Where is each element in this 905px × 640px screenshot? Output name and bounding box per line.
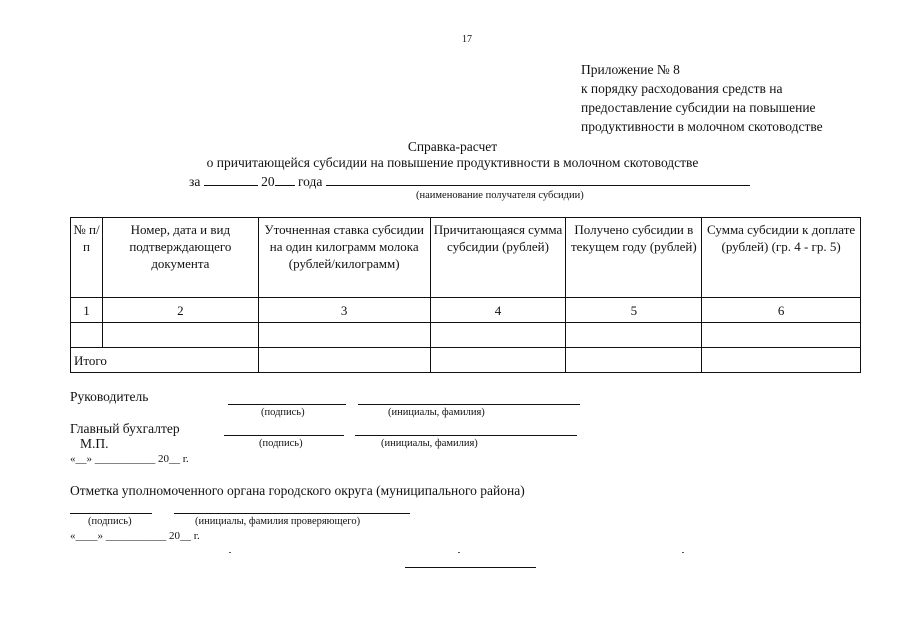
scan-speck xyxy=(229,552,231,553)
column-header: Номер, дата и вид подтверждающего документа xyxy=(102,218,258,298)
date-line: «__» ___________ 20__ г. xyxy=(70,453,189,465)
footer-rule xyxy=(405,567,536,568)
appendix-header xyxy=(581,60,823,136)
table-row xyxy=(71,323,861,348)
column-header: Сумма субсидии к доплате (рублей) (гр. 4 - гр. 5) xyxy=(702,218,861,298)
accountant-name-line xyxy=(355,435,577,436)
column-number: 1 xyxy=(71,298,103,323)
column-number: 4 xyxy=(430,298,566,323)
table-cell xyxy=(430,348,566,373)
authority-signature-line xyxy=(70,513,152,514)
table-header-row xyxy=(71,218,861,298)
accountant-name-caption: (инициалы, фамилия) xyxy=(381,438,478,449)
column-number: 5 xyxy=(566,298,702,323)
appendix-line: Приложение № 8 xyxy=(581,62,680,77)
appendix-line: предоставление субсидии на повышение xyxy=(581,100,816,115)
stamp-label: М.П. xyxy=(80,436,109,451)
scan-speck xyxy=(458,552,460,553)
column-number-row xyxy=(71,298,861,323)
column-number: 3 xyxy=(258,298,430,323)
head-signature-caption: (подпись) xyxy=(261,407,305,418)
year-suffix: года xyxy=(297,174,323,189)
document-subtitle: о причитающейся субсидии на повышение продуктивности в молочном скотоводстве xyxy=(206,155,699,170)
page-number: 17 xyxy=(462,34,472,45)
period-line xyxy=(189,172,750,190)
year-blank xyxy=(275,172,295,186)
table-cell xyxy=(430,323,566,348)
head-name-line xyxy=(358,404,580,405)
table-cell xyxy=(71,323,103,348)
recipient-blank xyxy=(326,172,750,186)
authority-name-line xyxy=(174,513,410,514)
column-header: Причитающаяся сумма субсидии (рублей) xyxy=(430,218,566,298)
table-cell xyxy=(566,348,702,373)
period-prefix: за xyxy=(189,174,201,189)
authority-date-line: «____» ___________ 20__ г. xyxy=(70,530,200,542)
authority-label: Отметка уполномоченного органа городского округа (муниципального района) xyxy=(70,483,525,498)
table-cell xyxy=(102,323,258,348)
calculation-table xyxy=(70,217,861,373)
appendix-line: продуктивности в молочном скотоводстве xyxy=(581,119,823,134)
authority-name-caption: (инициалы, фамилия проверяющего) xyxy=(195,516,361,527)
head-label: Руководитель xyxy=(70,389,149,404)
total-label: Итого xyxy=(71,348,259,373)
accountant-signature-line xyxy=(224,435,344,436)
appendix-line: к порядку расходования средств на xyxy=(581,81,783,96)
column-number: 2 xyxy=(102,298,258,323)
month-blank xyxy=(204,172,258,186)
table-cell xyxy=(566,323,702,348)
year-prefix: 20 xyxy=(261,174,275,189)
recipient-caption: (наименование получателя субсидии) xyxy=(416,190,584,201)
head-signature-line xyxy=(228,404,346,405)
table-cell xyxy=(258,348,430,373)
accountant-signature-caption: (подпись) xyxy=(259,438,303,449)
authority-signature-caption: (подпись) xyxy=(88,516,132,527)
column-header: Получено субсидии в текущем году (рублей) xyxy=(566,218,702,298)
accountant-label: Главный бухгалтер xyxy=(70,421,180,436)
total-row xyxy=(71,348,861,373)
head-name-caption: (инициалы, фамилия) xyxy=(388,407,485,418)
column-number: 6 xyxy=(702,298,861,323)
document-title: Справка-расчет xyxy=(407,139,498,154)
column-header: № п/п xyxy=(71,218,103,298)
table-cell xyxy=(702,348,861,373)
table-cell xyxy=(258,323,430,348)
scan-speck xyxy=(682,552,684,553)
table-cell xyxy=(702,323,861,348)
column-header: Уточненная ставка субсидии на один килограмм молока (рублей/килограмм) xyxy=(258,218,430,298)
